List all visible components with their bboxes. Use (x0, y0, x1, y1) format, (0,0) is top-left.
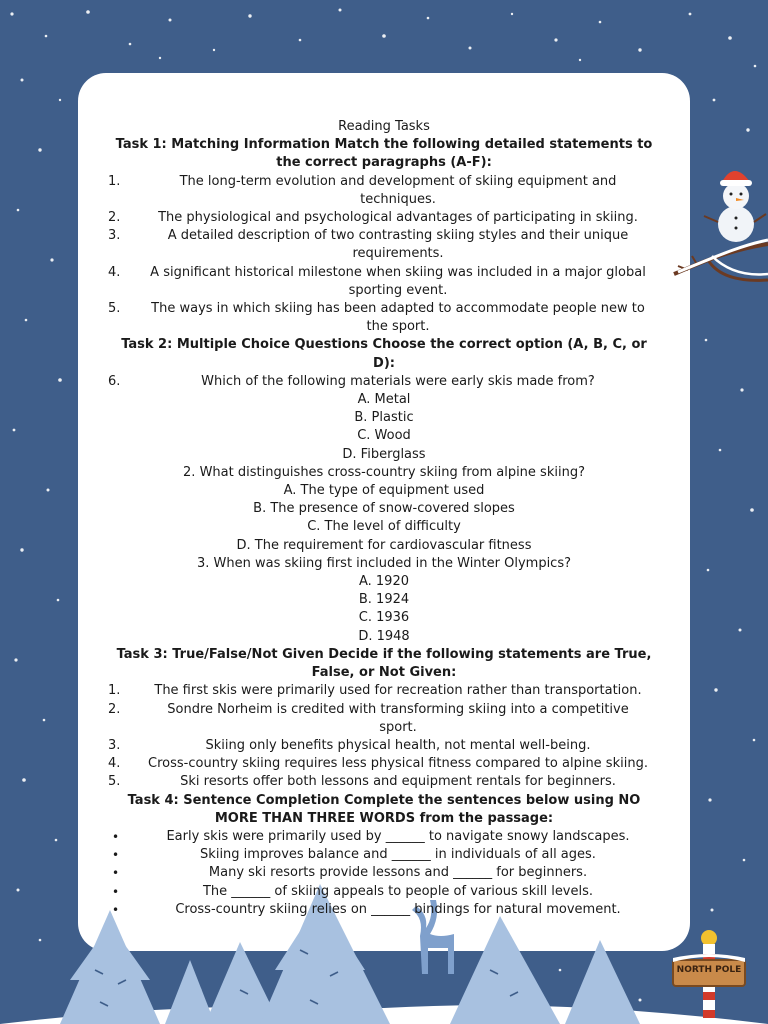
answer-option: D. The requirement for cardiovascular fitness (236, 537, 532, 553)
north-pole-sign (671, 928, 747, 1024)
list-item (108, 828, 660, 846)
list-item (108, 227, 660, 263)
item-number: 3. (108, 228, 121, 244)
task1-heading: Task 1: Matching Information Match the following detailed statements to the correct paragraphs (A-F): (115, 137, 653, 171)
list-item (108, 864, 660, 882)
item-number: 5. (108, 774, 121, 790)
item-number: 6. (108, 373, 121, 389)
item-text: Early skis were primarily used by ______ to navigate snowy landscapes. (166, 828, 630, 844)
answer-option: B. Plastic (354, 410, 414, 426)
item-number: 2. (108, 701, 121, 717)
item-number: 4. (108, 264, 121, 280)
task2-heading: Task 2: Multiple Choice Questions Choose the correct option (A, B, C, or D): (121, 337, 647, 371)
north-pole-sign-label: NORTH POLE (676, 965, 742, 975)
list-item (108, 173, 660, 209)
item-text: Skiing improves balance and ______ in individuals of all ages. (200, 847, 596, 863)
candy-cane-pole-icon (671, 928, 747, 1024)
list-item (108, 883, 660, 901)
item-text: The ways in which skiing has been adapted to accommodate people new to the sport. (151, 301, 645, 335)
list-item (108, 773, 660, 791)
item-number: 4. (108, 756, 121, 772)
answer-option: A. 1920 (358, 574, 409, 590)
bullet-icon: • (112, 848, 120, 863)
answer-option: B. 1924 (358, 592, 410, 608)
item-text: The ______ of skiing appeals to people of various skill levels. (202, 883, 594, 899)
item-number: 2. (108, 210, 121, 226)
item-text: Cross-country skiing requires less physical fitness compared to alpine skiing. (148, 756, 648, 772)
answer-option: B. The presence of snow-covered slopes (253, 501, 515, 517)
question-2: 2. What distinguishes cross-country skiing from alpine skiing? (183, 464, 585, 480)
bullet-icon: • (112, 866, 120, 881)
question-1 (108, 373, 660, 391)
item-text: The long-term evolution and development of skiing equipment and techniques. (179, 173, 617, 207)
task3-heading: Task 3: True/False/Not Given Decide if the following statements are True, False, or Not Given: (116, 646, 652, 681)
task4-heading: Task 4: Sentence Completion Complete the sentences below using NO MORE THAN THREE WORDS from the passage: (127, 792, 641, 826)
item-text: Ski resorts offer both lessons and equipment rentals for beginners. (180, 774, 616, 790)
bullet-icon: • (112, 829, 120, 844)
item-number: 3. (108, 737, 121, 753)
bullet-icon: • (112, 884, 120, 899)
item-text: Cross-country skiing relies on ______ bindings for natural movement. (175, 901, 621, 917)
item-text: A significant historical milestone when skiing was included in a major global sporting event. (150, 264, 646, 298)
item-number: 1. (108, 173, 121, 189)
bullet-icon: • (112, 902, 120, 917)
item-text: Skiing only benefits physical health, not mental well-being. (205, 737, 591, 753)
question-3: 3. When was skiing first included in the Winter Olympics? (197, 555, 571, 571)
worksheet-content (108, 118, 660, 919)
answer-option: D. Fiberglass (342, 446, 426, 462)
list-item (108, 846, 660, 864)
answer-option: A. Metal (357, 392, 411, 408)
snowman-on-branch-icon (668, 146, 768, 306)
item-text: Sondre Norheim is credited with transforming skiing into a competitive sport. (167, 701, 629, 735)
item-text: Many ski resorts provide lessons and ______ for beginners. (208, 865, 588, 881)
answer-option: C. The level of difficulty (307, 519, 461, 535)
question-text: Which of the following materials were early skis made from? (201, 373, 595, 389)
item-text: The physiological and psychological advantages of participating in skiing. (158, 210, 638, 226)
list-item (108, 209, 660, 227)
list-item (108, 300, 660, 336)
list-item (108, 737, 660, 755)
answer-option: C. 1936 (358, 610, 410, 626)
item-text: The first skis were primarily used for recreation rather than transportation. (154, 683, 642, 699)
list-item (108, 701, 660, 737)
list-item (108, 264, 660, 300)
answer-option: A. The type of equipment used (283, 483, 485, 499)
worksheet-title: Reading Tasks (338, 119, 430, 134)
list-item (108, 901, 660, 919)
item-text: A detailed description of two contrasting skiing styles and their unique requirements. (167, 228, 629, 262)
item-number: 5. (108, 301, 121, 317)
list-item (108, 755, 660, 773)
answer-option: C. Wood (357, 428, 411, 444)
answer-option: D. 1948 (358, 628, 410, 644)
list-item (108, 682, 660, 700)
item-number: 1. (108, 683, 121, 699)
